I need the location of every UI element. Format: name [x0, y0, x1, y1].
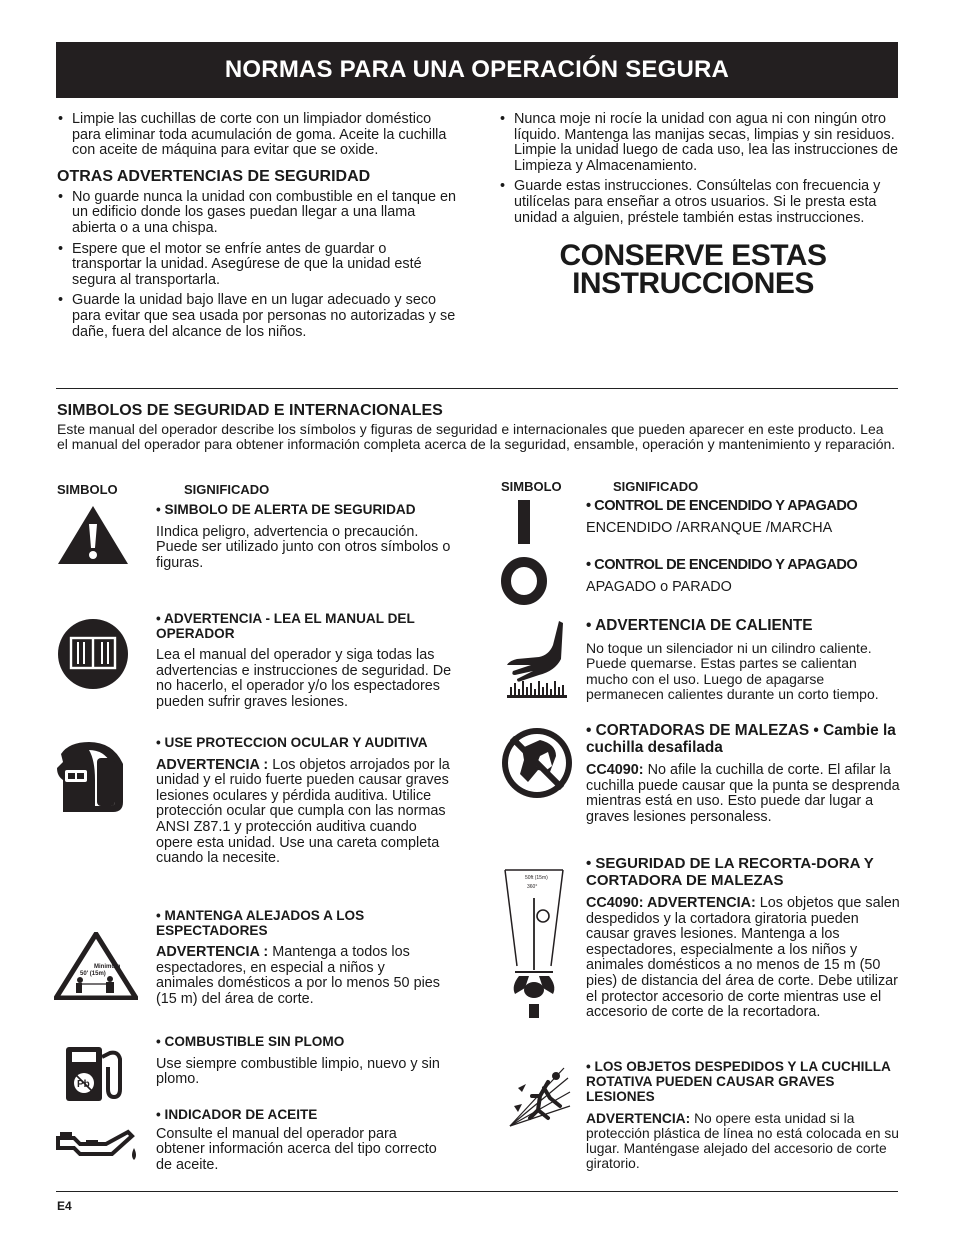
- operator-manual-book-icon: [57, 618, 129, 695]
- entry-title: • ADVERTENCIA - LEA EL MANUAL DEL OPERADOR: [156, 611, 415, 641]
- entry-title: • SEGURIDAD DE LA RECORTA-DORA Y CORTADORA DE MALEZAS: [586, 855, 874, 889]
- unleaded-fuel-pump-icon: [64, 1045, 128, 1108]
- entry-trimmer-safety: [586, 855, 901, 1021]
- entry-body: Consulte el manual del operador para obtener información acerca del tipo correcto de aceite.: [156, 1125, 437, 1173]
- entry-thrown-objects: [586, 1059, 901, 1171]
- entry-on-control: [586, 499, 901, 536]
- divider-bottom: [56, 1191, 898, 1192]
- bullet-lock-unit: • Guarde la unidad bajo llave en un lugar adecuado y seco para evitar que sea usada por personas no autorizadas y se dañe, fuera del alcance de los niños.: [57, 293, 457, 340]
- entry-title: • USE PROTECCION OCULAR Y AUDITIVA: [156, 735, 428, 750]
- bystander-min-label: Minimum: [94, 964, 121, 970]
- col-header-meaning-right: SIGNIFICADO: [613, 479, 699, 494]
- zone-360-label: 360°: [527, 884, 538, 890]
- entry-safety-alert: [156, 503, 451, 571]
- entry-unleaded-fuel: [156, 1035, 446, 1088]
- entry-title: • COMBUSTIBLE SIN PLOMO: [156, 1034, 345, 1049]
- safety-alert-triangle-icon: [57, 504, 129, 571]
- top-right-column: [499, 112, 899, 231]
- oil-can-icon: [56, 1124, 140, 1171]
- entry-body: No opere esta unidad si la protección plástica de línea no está colocada en su lugar. Manténgase alejado del accesorio de corte giratorio.: [586, 1111, 899, 1171]
- entry-title: • MANTENGA ALEJADOS A LOS ESPECTADORES: [156, 908, 365, 938]
- section-banner: [56, 42, 898, 98]
- entry-body: No afile la cuchilla de corte. El afilar la cuchilla puede causar que la punta se desprenda mientras está en uso. Esto puede dar lugar a graves lesiones personaless.: [586, 762, 900, 825]
- entry-oil-indicator: [156, 1108, 446, 1173]
- entry-label: ADVERTENCIA:: [586, 1111, 691, 1126]
- divider-top: [56, 388, 898, 389]
- thrown-objects-icon: [504, 1066, 578, 1135]
- entry-title: • CONTROL DE ENCENDIDO Y APAGADO: [586, 498, 858, 514]
- conserve-line-1: CONSERVE ESTAS: [559, 239, 827, 272]
- section-title: NORMAS PARA UNA OPERACIÓN SEGURA: [224, 56, 730, 83]
- entry-eye-ear-protection: [156, 736, 456, 867]
- symbols-title: SIMBOLOS DE SEGURIDAD E INTERNACIONALES: [57, 402, 443, 419]
- entry-body: Lea el manual del operador y siga todas las advertencias e instrucciones de seguridad. De no hacerlo, el operador y/o los espectadores pueden sufrir graves lesiones.: [156, 647, 452, 710]
- entry-label: CC4090: ADVERTENCIA:: [586, 895, 756, 911]
- entry-hot-warning: [586, 617, 901, 703]
- entry-body: ENCENDIDO /ARRANQUE /MARCHA: [586, 519, 833, 536]
- entry-title: • SIMBOLO DE ALERTA DE SEGURIDAD: [156, 502, 416, 517]
- entry-label: ADVERTENCIA :: [156, 944, 269, 961]
- entry-title: • ADVERTENCIA DE CALIENTE: [586, 617, 813, 634]
- col-header-symbol-right: SIMBOLO: [501, 479, 562, 494]
- fuel-icon-label: Pb: [77, 1079, 90, 1090]
- bullet-no-water: • Nunca moje ni rocíe la unidad con agua ni con ningún otro líquido. Mantenga las manijas secas, limpias y sin residuos. Limpie la unidad luego de cada uso, lea las instrucciones de Limpieza y Almacenamiento.: [499, 112, 899, 174]
- on-symbol-icon: [504, 500, 544, 549]
- bullet-keep-instructions: • Guarde estas instrucciones. Consúltelas con frecuencia y utilícelas para enseñar a otros usuarios. Si le presta esta unidad a alguien, préstele también estas instrucciones.: [499, 179, 899, 226]
- entry-title: • CONTROL DE ENCENDIDO Y APAGADO: [586, 557, 858, 573]
- symbols-intro: Este manual del operador describe los símbolos y figuras de seguridad e internacionales que pueden aparecer en este producto. Lea el manual del operador para obtener información completa acerca de la seguridad, ensamble, operación y mantenimiento y reparación.: [57, 421, 896, 452]
- bystander-distance-label: 50' (15m): [80, 971, 106, 977]
- entry-label: ADVERTENCIA :: [156, 756, 269, 773]
- trimmer-safety-zone-icon: [503, 866, 565, 1029]
- eye-ear-protection-icon: [55, 740, 127, 821]
- entry-body: IIndica peligro, advertencia o precaución. Puede ser utilizado junto con otros símbolos o figuras.: [156, 523, 451, 571]
- top-left-column: [57, 112, 457, 345]
- conserve-line-2: INSTRUCCIONES: [572, 267, 814, 300]
- entry-title: • LOS OBJETOS DESPEDIDOS Y LA CUCHILLA ROTATIVA PUEDEN CAUSAR GRAVES LESIONES: [586, 1059, 891, 1104]
- entry-off-control: [586, 558, 901, 595]
- conserve-instructions-heading: [528, 239, 858, 300]
- entry-body: No toque un silenciador ni un cilindro caliente. Puede quemarse. Estas partes se calientan mucho con el uso. Luego de apagarse permanecen calientes durante un corto tiempo.: [586, 640, 879, 703]
- entry-body: Los objetos arrojados por la unidad y el ruido fuerte pueden causar graves lesiones oculares y pérdida auditiva. Utilice protección ocular que cumpla con las normas ANSI Z87.1 y protección auditiva cuando opere esta unidad. Use una careta completa cuando la necesite.: [156, 756, 450, 867]
- zone-angle-label: 50ft (15m): [525, 875, 548, 881]
- entry-body: APAGADO o PARADO: [586, 578, 732, 595]
- no-sharpen-blade-icon: [500, 726, 574, 805]
- page-number: E4: [57, 1199, 72, 1213]
- bullet-storage-fuel: • No guarde nunca la unidad con combustible en el tanque en un edificio donde los gases puedan llegar a una llama abierta o a una chispa.: [57, 190, 457, 237]
- entry-body: Use siempre combustible limpio, nuevo y sin plomo.: [156, 1055, 440, 1088]
- other-warnings-title: OTRAS ADVERTENCIAS DE SEGURIDAD: [57, 167, 371, 185]
- entry-body: Los objetos que salen despedidos y la cortadora giratoria pueden causar graves lesiones. Mantenga a los espectadores, especialmente a los niños y animales domésticos a no menos de 15 m (50 pies) de distancia del área de corte. Debe utilizar el protector accesorio de corte mientras use el accesorio de corte de la recortadora.: [586, 895, 900, 1021]
- col-header-symbol-left: SIMBOLO: [57, 482, 118, 497]
- bullet-cool-engine: • Espere que el motor se enfríe antes de guardar o transportar la unidad. Asegúrese de que la unidad esté segura al transportarla.: [57, 242, 457, 289]
- bullet-clean-blades: • Limpie las cuchillas de corte con un limpiador doméstico para eliminar toda acumulación de goma. Aceite la cuchilla con aceite de máquina para evitar que se oxide.: [57, 112, 457, 159]
- entry-label: CC4090:: [586, 762, 644, 778]
- entry-no-sharpen: [586, 722, 901, 825]
- col-header-meaning-left: SIGNIFICADO: [184, 482, 270, 497]
- entry-keep-bystanders: [156, 909, 446, 1008]
- entry-read-manual: [156, 612, 454, 711]
- entry-title: • CORTADORAS DE MALEZAS • Cambie la cuchilla desafilada: [586, 722, 896, 756]
- hot-surface-hand-icon: [503, 619, 573, 704]
- keep-bystanders-away-icon: [54, 932, 138, 1005]
- off-symbol-icon: [500, 556, 550, 611]
- entry-body: Mantenga a todos los espectadores, en especial a niños y animales domésticos a por lo menos 50 pies (15 m) del área de corte.: [156, 944, 440, 1007]
- entry-title: • INDICADOR DE ACEITE: [156, 1107, 318, 1122]
